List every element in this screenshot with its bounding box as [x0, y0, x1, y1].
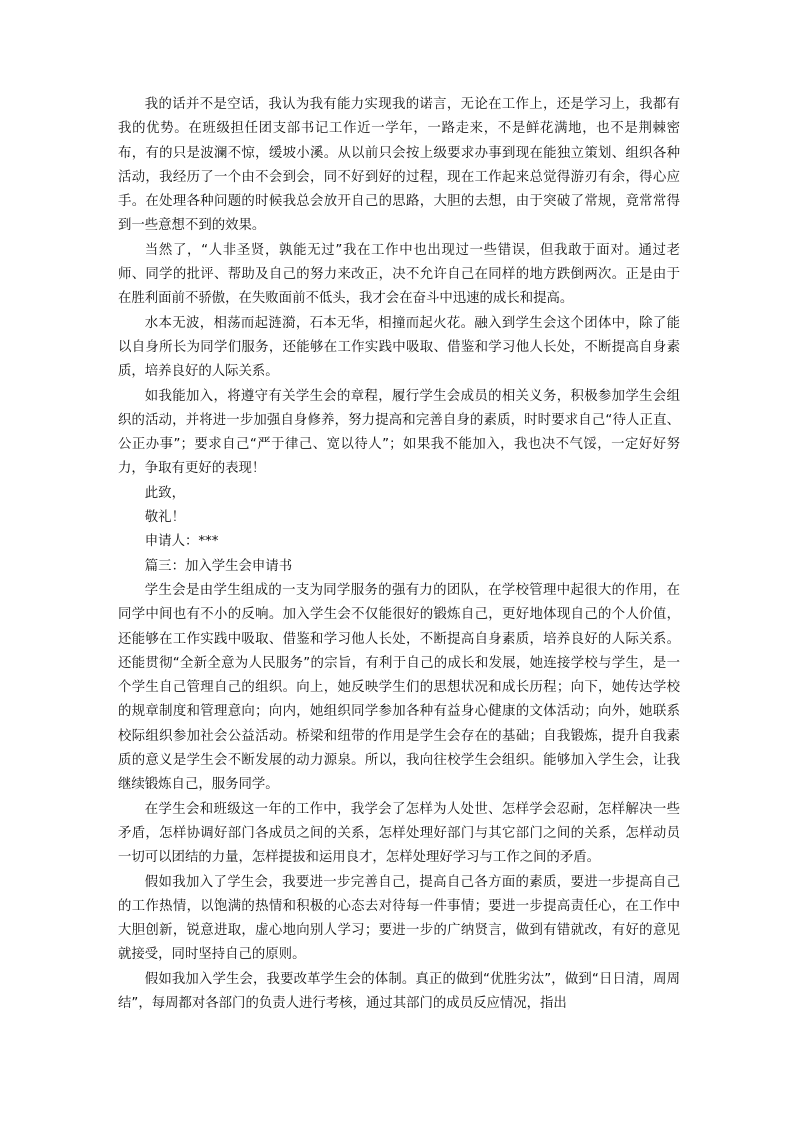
paragraph-commitment: 如我能加入，将遵守有关学生会的章程，履行学生会成员的相关义务，积极参加学生会组织的活动，并将进一步加强自身修养，努力提高和完善自身的素质，时时要求自己“待人正直、公正办事”；要求自己“严于律己、宽以待人”；如果我不能加入，我也决不气馁，一定好好努力，争取有更好的表现！: [118, 388, 680, 477]
paragraph-improvement: 假如我加入了学生会，我要进一步完善自己，提高自己各方面的素质，要进一步提高自己的工作热情，以饱满的热情和积极的心态去对待每一件事情；要进一步提高责任心，在工作中大胆创新，锐意进取，虚心地向别人学习；要进一步的广纳贤言，做到有错就改，有好的意见就接受，同时坚持自己的原则。: [118, 874, 680, 963]
section-heading: 篇三：加入学生会申请书: [144, 558, 293, 574]
paragraph-mistakes: 当然了，“人非圣贤，孰能无过”我在工作中也出现过一些错误，但我敢于面对。通过老师、同学的批评、帮助及自己的努力来改正，决不允许自己在同样的地方跌倒两次。正是由于在胜利面前不骄傲，在失败面前不低头，我才会在奋斗中迅速的成长和提高。: [118, 242, 680, 307]
paragraph-reform: 假如我加入学生会，我要改革学生会的体制。真正的做到“优胜劣汰”，做到“日日清，周周结”，每周都对各部门的负责人进行考核，通过其部门的成员反应情况，指出: [118, 971, 680, 1011]
paragraph-experience: 在学生会和班级这一年的工作中，我学会了怎样为人处世、怎样学会忍耐，怎样解决一些矛盾，怎样协调好部门各成员之间的关系，怎样处理好部门与其它部门之间的关系，怎样动员一切可以团结的力量，怎样提拔和运用良才，怎样处理好学习与工作之间的矛盾。: [118, 801, 680, 866]
paragraph-promise: 我的话并不是空话，我认为我有能力实现我的诺言，无论在工作上，还是学习上，我都有我的优势。在班级担任团支部书记工作近一学年，一路走来，不是鲜花满地，也不是荆棘密布，有的只是波澜不惊，缓坡小溪。从以前只会按上级要求办事到现在能独立策划、组织各种活动，我经历了一个由不会到会，同不好到好的过程，现在工作起来总觉得游刃有余，得心应手。在处理各种问题的时候我总会放开自己的思路，大胆的去想，由于突破了常规，竟常常得到一些意想不到的效果。: [118, 97, 680, 234]
document-body: [118, 93, 680, 1016]
applicant-signature: 申请人：***: [144, 534, 219, 550]
paragraph-integration: 水本无波，相荡而起涟漪，石本无华，相撞而起火花。融入到学生会这个团体中，除了能以自身所长为同学们服务，还能够在工作实践中吸取、借鉴和学习他人长处，不断提高自身素质，培养良好的人际关系。: [118, 315, 680, 380]
paragraph-student-union: 学生会是由学生组成的一支为同学服务的强有力的团队，在学校管理中起很大的作用，在同学中间也有不小的反响。加入学生会不仅能很好的锻炼自己，更好地体现自己的个人价值，还能够在工作实践中吸取、借鉴和学习他人长处，不断提高自身素质，培养良好的人际关系。还能贯彻“全新全意为人民服务”的宗旨，有利于自己的成长和发展，她连接学校与学生，是一个学生自己管理自己的组织。向上，她反映学生们的思想状况和成长历程；向下，她传达学校的规章制度和管理意向；向内，她组织同学参加各种有益身心健康的文体活动；向外，她联系校际组织参加社会公益活动。桥梁和纽带的作用是学生会存在的基础；自我锻炼，提升自我素质的意义是学生会不断发展的动力源泉。所以，我向往校学生会组织。能够加入学生会，让我继续锻炼自己，服务同学。: [118, 582, 680, 793]
closing-regards: 敬礼！: [144, 510, 185, 526]
closing-salutation: 此致，: [144, 485, 185, 501]
